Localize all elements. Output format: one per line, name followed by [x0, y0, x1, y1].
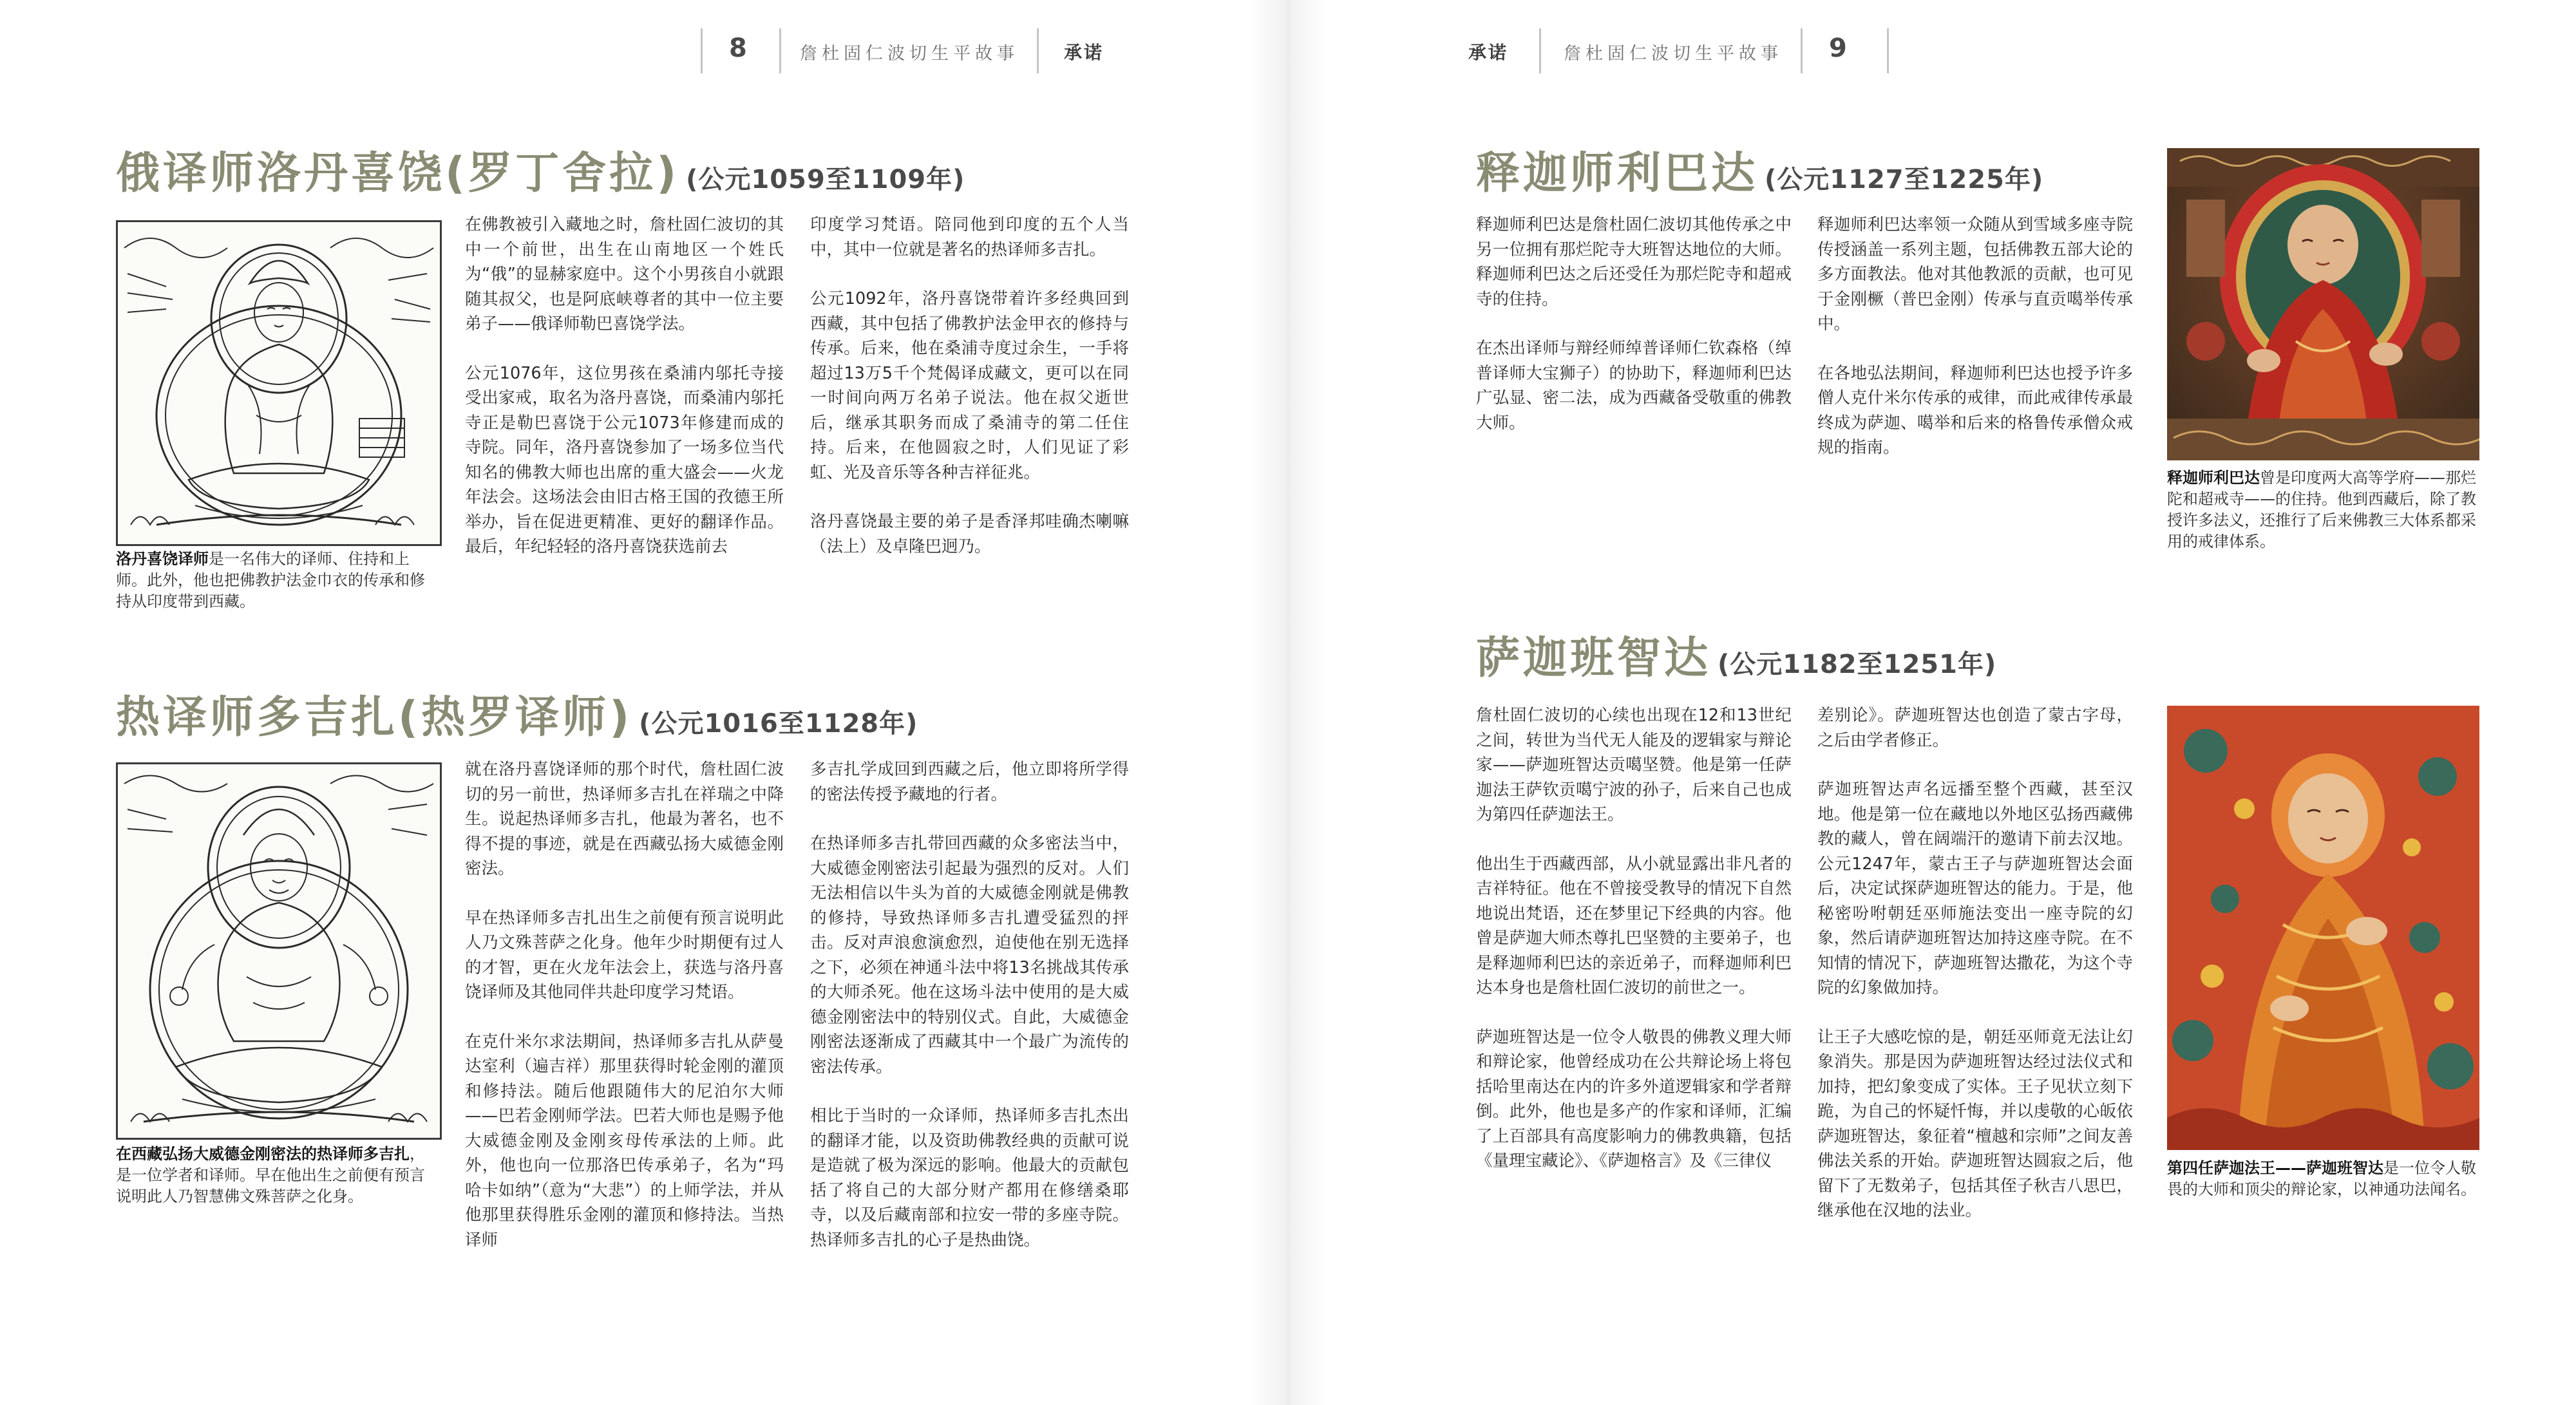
section-title-sajia — [1476, 623, 1996, 686]
duojizha-caption — [116, 1144, 438, 1207]
sajia-thangka-painting — [2167, 706, 2479, 1150]
caption-text: 曾是印度两大高等学府——那烂陀和超戒寺——的住持。他到西藏后，除了教授许多法义，还推行了后来佛教三大体系都采用的戒律体系。 — [2167, 469, 2476, 551]
libada-column-2 — [1817, 212, 2133, 485]
libada-thangka-painting — [2167, 148, 2479, 460]
paragraph: 萨迦班智达声名远播至整个西藏，甚至汉地。他是第一位在藏地以外地区弘扬西藏佛教的藏人，曾在阔端汗的邀请下前去汉地。公元1247年，蒙古王子与萨迦班智达会面后，决定试探萨迦班智达的能力。于是，他秘密吩咐朝廷巫师施法变出一座寺院的幻象，然后请萨迦班智达加持这座寺院。在不知情的情况下，萨迦班智达撒花，为这个寺院的幻象做加持。 — [1817, 780, 2133, 997]
luodan-caption — [116, 549, 438, 612]
left-running-title: 詹杜固仁波切生平故事 — [800, 44, 1019, 64]
caption-text: 是一名伟大的译师、住持和上师。此外，他也把佛教护法金巾衣的传承和修持从印度带到西藏。 — [116, 550, 425, 610]
luodan-column-2 — [810, 212, 1129, 583]
title-dates: (公元1016至1128年) — [639, 709, 918, 739]
right-running-title: 詹杜固仁波切生平故事 — [1564, 44, 1783, 64]
paragraph: 公元1092年，洛丹喜饶带着许多经典回到西藏，其中包括了佛教护法金甲衣的修持与传承。后来，他在桑浦寺度过余生，一手将超过13万5千个梵偈译成藏文，更可以在同一时间向两万名弟子说法。他在叔父逝世后，继承其职务而成了桑浦寺的第二任住持。后来，在他圆寂之时，人们见证了彩虹、光及音乐等各种吉祥征兆。 — [810, 289, 1129, 482]
caption-text: 是一位令人敬畏的大师和顶尖的辩论家，以神通功法闻名。 — [2167, 1159, 2476, 1198]
header-divider — [1801, 28, 1803, 73]
paragraph: 在克什米尔求法期间，热译师多吉扎从萨曼达室利（遍吉祥）那里获得时轮金刚的灌顶和修持法。随后他跟随伟大的尼泊尔大师——巴若金刚师学法。巴若大师也是赐予他大威德金刚及金刚亥母传承法的上师。此外，他也向一位那洛巴传承弟子，名为“玛哈卡如纳”（意为“大悲”）的上师学法，并从他那里获得胜乐金刚的灌顶和修持法。当热译师 — [465, 1032, 784, 1250]
paragraph: 差别论》。萨迦班智达也创造了蒙古字母，之后由学者修正。 — [1817, 706, 2133, 750]
paragraph: 多吉扎学成回到西藏之后，他立即将所学得的密法传授予藏地的行者。 — [810, 760, 1129, 804]
paragraph: 在杰出译师与辩经师绰普译师仁钦森格（绰普译师大宝狮子）的协助下，释迦师利巴达广弘显、密二法，成为西藏备受敬重的佛教大师。 — [1476, 339, 1792, 433]
libada-column-1 — [1476, 212, 1792, 460]
header-divider — [1037, 28, 1039, 73]
left-page-number: 8 — [729, 33, 747, 63]
title-text: 萨迦班智达 — [1476, 633, 1712, 684]
header-divider — [1539, 28, 1541, 73]
left-section-label: 承诺 — [1064, 42, 1104, 63]
paragraph: 释迦师利巴达是詹杜固仁波切其他传承之中另一位拥有那烂陀寺大班智达地位的大师。释迦师利巴达之后还受任为那烂陀寺和超戒寺的住持。 — [1476, 215, 1792, 309]
section-title-duojizha — [116, 683, 918, 745]
paragraph: 就在洛丹喜饶译师的那个时代，詹杜固仁波切的另一前世，热译师多吉扎在祥瑞之中降生。说起热译师多吉扎，他最为著名，也不得不提的事迹，就是在西藏弘扬大威德金刚密法。 — [465, 760, 784, 878]
header-divider — [1887, 28, 1889, 73]
paragraph: 在佛教被引入藏地之时，詹杜固仁波切的其中一个前世，出生在山南地区一个姓氏为“俄”的显赫家庭中。这个小男孩自小就跟随其叔父，也是阿底峡尊者的其中一位主要弟子——俄译师勒巴喜饶学法。 — [465, 215, 784, 334]
duojizha-woodcut-illustration — [116, 762, 442, 1140]
paragraph: 萨迦班智达是一位令人敬畏的佛教义理大师和辩论家，他曾经成功在公共辩论场上将包括哈里南达在内的许多外道逻辑家和学者辩倒。此外，他也是多产的作家和译师，汇编了上百部具有高度影响力的佛教典籍，包括《量理宝藏论》、《萨迦格言》及《三律仪 — [1476, 1027, 1792, 1171]
section-title-libada — [1476, 138, 2043, 201]
paragraph: 让王子大感吃惊的是，朝廷巫师竟无法让幻象消失。那是因为萨迦班智达经过法仪式和加持，把幻象变成了实体。王子见状立刻下跪，为自己的怀疑忏悔，并以虔敬的心皈依萨迦班智达，象征着“檀越和宗师”之间友善佛法关系的开始。萨迦班智达圆寂之后，他留下了无数弟子，包括其侄子秋吉八思巴，继承他在汉地的法业。 — [1817, 1027, 2133, 1220]
duojizha-column-1 — [465, 757, 784, 1277]
sajia-caption — [2167, 1158, 2479, 1200]
header-divider — [701, 28, 703, 73]
paragraph: 在各地弘法期间，释迦师利巴达也授予许多僧人克什米尔传承的戒律，而此戒律传承最终成为萨迦、噶举和后来的格鲁传承僧众戒规的指南。 — [1817, 363, 2133, 457]
paragraph: 早在热译师多吉扎出生之前便有预言说明此人乃文殊菩萨之化身。他年少时期便有过人的才智，更在火龙年法会上，获选与洛丹喜饶译师及其他同伴共赴印度学习梵语。 — [465, 908, 784, 1002]
luodan-woodcut-illustration — [116, 220, 442, 546]
caption-bold: 释迦师利巴达 — [2167, 469, 2260, 487]
paragraph: 在热译师多吉扎带回西藏的众多密法当中，大威德金刚密法引起最为强烈的反对。人们无法相信以牛头为首的大威德金刚就是佛教的修持，导致热译师多吉扎遭受猛烈的抨击。反对声浪愈演愈烈，迫使他在别无选择之下，必须在神通斗法中将13名挑战其传承的大师杀死。他在这场斗法中使用的是大威德金刚密法中的特别仪式。自此，大威德金刚密法逐渐成了西藏其中一个最广为流传的密法传承。 — [810, 834, 1129, 1077]
book-gutter — [1251, 0, 1325, 1405]
title-dates: (公元1059至1109年) — [686, 165, 965, 194]
sajia-column-1 — [1476, 703, 1792, 1198]
title-text: 释迦师利巴达 — [1476, 148, 1759, 199]
title-dates: (公元1182至1251年) — [1718, 650, 1997, 679]
left-page-header — [696, 28, 1146, 73]
caption-text: ，是一位学者和译师。早在他出生之前便有预言说明此人乃智慧佛文殊菩萨之化身。 — [116, 1145, 425, 1205]
paragraph: 相比于当时的一众译师，热译师多吉扎杰出的翻译才能，以及资助佛教经典的贡献可说是造就了极为深远的影响。他最大的贡献包括了将自己的大部分财产都用在修缮桑耶寺，以及后藏南部和拉安一带的多座寺院。热译师多吉扎的心子是热曲饶。 — [810, 1106, 1129, 1250]
caption-bold: 第四任萨迦法王——萨迦班智达 — [2167, 1159, 2383, 1177]
right-page-header — [1468, 28, 1919, 73]
right-section-label: 承诺 — [1468, 42, 1509, 63]
caption-bold: 洛丹喜饶译师 — [116, 550, 209, 568]
caption-bold: 在西藏弘扬大威德金刚密法的热译师多吉扎 — [116, 1145, 410, 1163]
luodan-column-1 — [465, 212, 784, 584]
paragraph: 公元1076年，这位男孩在桑浦内邬托寺接受出家戒，取名为洛丹喜饶，而桑浦内邬托寺正是勒巴喜饶于公元1073年修建而成的寺院。同年，洛丹喜饶参加了一场多位当代知名的佛教大师也出席的重大盛会——火龙年法会。这场法会由旧古格王国的孜德王所举办，旨在促进更精准、更好的翻译作品。最后，年纪轻轻的洛丹喜饶获选前去 — [465, 363, 784, 556]
libada-caption — [2167, 467, 2479, 552]
sajia-column-2 — [1817, 703, 2133, 1248]
title-dates: (公元1127至1225年) — [1765, 165, 2044, 194]
header-divider — [779, 28, 781, 73]
paragraph: 他出生于西藏西部，从小就显露出非凡者的吉祥特征。他在不曾接受教导的情况下自然地说出梵语，还在梦里记下经典的内容。他曾是萨迦大师杰尊扎巴坚赞的主要弟子，也是释迦师利巴达的亲近弟子，而释迦师利巴达本身也是詹杜固仁波切的前世之一。 — [1476, 854, 1792, 997]
paragraph: 詹杜固仁波切的心续也出现在12和13世纪之间，转世为当代无人能及的逻辑家与辩论家——萨迦班智达贡噶坚赞。他是第一任萨迦法王萨钦贡噶宁波的孙子，后来自己也成为第四任萨迦法王。 — [1476, 706, 1792, 824]
title-text: 俄译师洛丹喜饶(罗丁舍拉) — [116, 148, 680, 199]
title-text: 热译师多吉扎(热罗译师) — [116, 692, 633, 743]
right-page-number: 9 — [1829, 33, 1847, 63]
section-title-luodan — [116, 138, 965, 201]
paragraph: 印度学习梵语。陪同他到印度的五个人当中，其中一位就是著名的热译师多吉扎。 — [810, 215, 1129, 259]
paragraph: 洛丹喜饶最主要的弟子是香泽邦哇确杰喇嘛（法上）及卓隆巴迥乃。 — [810, 512, 1129, 556]
paragraph: 释迦师利巴达率领一众随从到雪域多座寺院传授涵盖一系列主题，包括佛教五部大论的多方面教法。他对其他教派的贡献，也可见于金刚橛（普巴金刚）传承与直贡噶举传承中。 — [1817, 215, 2133, 334]
duojizha-column-2 — [810, 757, 1129, 1277]
